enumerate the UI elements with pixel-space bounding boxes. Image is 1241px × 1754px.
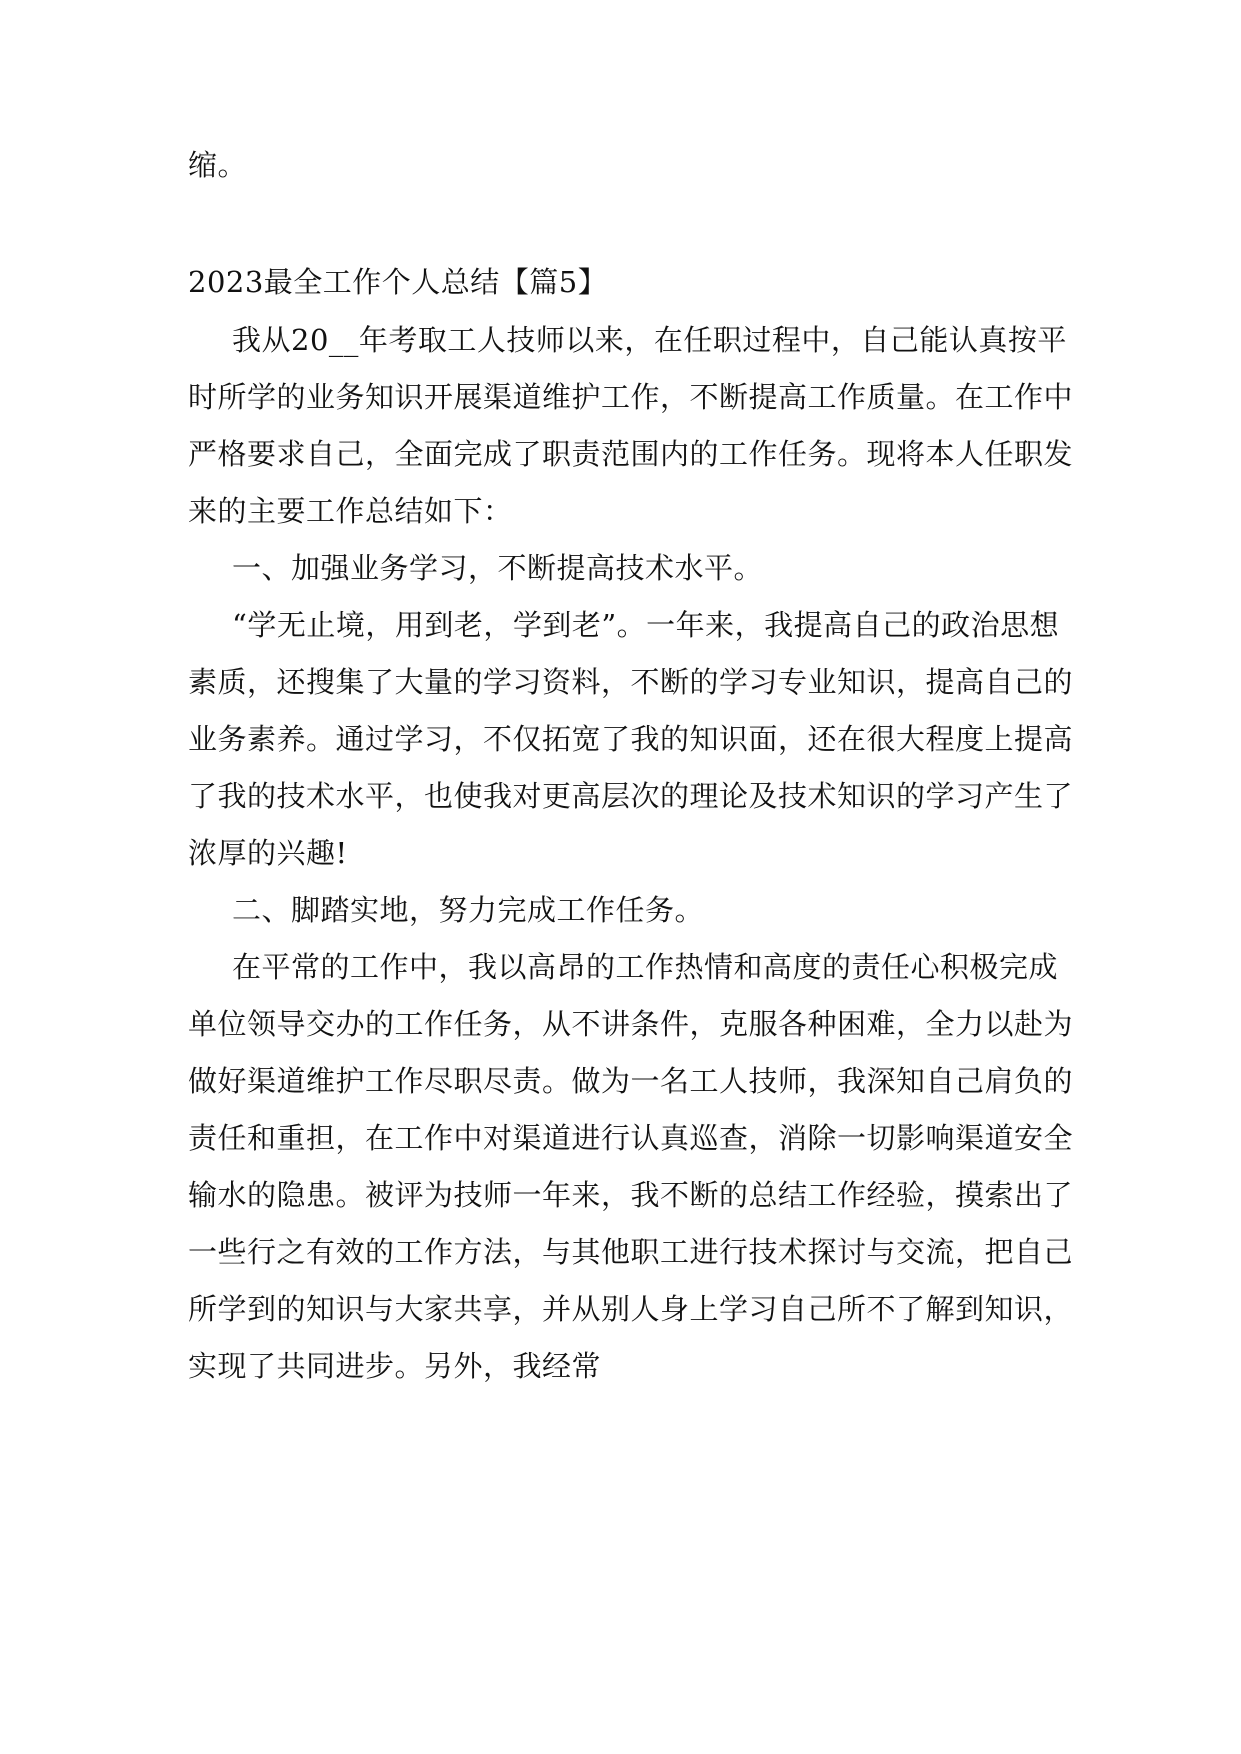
paragraph-3-line-1: 在平常的工作中，我以高昂的工作热情和高度的责任心积极完成 — [232, 950, 1059, 984]
paragraph-2-line-4: 了我的技术水平，也使我对更高层次的理论及技术知识的学习产生了 — [188, 779, 1074, 813]
paragraph-3-line-6: 一些行之有效的工作方法，与其他职工进行技术探讨与交流，把自己 — [188, 1235, 1074, 1269]
paragraph-3-line-4: 责任和重担，在工作中对渠道进行认真巡查，消除一切影响渠道安全 — [188, 1121, 1074, 1155]
paragraph-3-line-2: 单位领导交办的工作任务，从不讲条件，克服各种困难，全力以赴为 — [188, 1007, 1074, 1041]
paragraph-3-line-3: 做好渠道维护工作尽职尽责。做为一名工人技师，我深知自己肩负的 — [188, 1064, 1074, 1098]
heading-2: 二、脚踏实地，努力完成工作任务。 — [232, 893, 705, 927]
paragraph-1-line-3: 严格要求自己，全面完成了职责范围内的工作任务。现将本人任职发 — [188, 437, 1074, 471]
paragraph-2-line-5: 浓厚的兴趣! — [188, 836, 348, 870]
paragraph-3-line-7: 所学到的知识与大家共享，并从别人身上学习自己所不了解到知识， — [188, 1292, 1074, 1326]
paragraph-2-line-2: 素质，还搜集了大量的学习资料，不断的学习专业知识，提高自己的 — [188, 665, 1074, 699]
paragraph-1-line-4: 来的主要工作总结如下： — [188, 494, 513, 528]
paragraph-2-line-1: “学无止境，用到老，学到老”。一年来，我提高自己的政治思想 — [232, 608, 1060, 642]
paragraph-3-line-8: 实现了共同进步。另外，我经常 — [188, 1349, 602, 1383]
paragraph-3-line-5: 输水的隐患。被评为技师一年来，我不断的总结工作经验，摸索出了 — [188, 1178, 1074, 1212]
paragraph-2-line-3: 业务素养。通过学习，不仅拓宽了我的知识面，还在很大程度上提高 — [188, 722, 1074, 756]
heading-1: 一、加强业务学习，不断提高技术水平。 — [232, 551, 764, 585]
paragraph-1-line-1: 我从20__年考取工人技师以来，在任职过程中，自己能认真按平 — [232, 323, 1067, 357]
continuation-text: 缩。 — [188, 148, 248, 182]
paragraph-1-line-2: 时所学的业务知识开展渠道维护工作，不断提高工作质量。在工作中 — [188, 380, 1074, 414]
section-title: 2023最全工作个人总结【篇5】 — [188, 265, 608, 299]
